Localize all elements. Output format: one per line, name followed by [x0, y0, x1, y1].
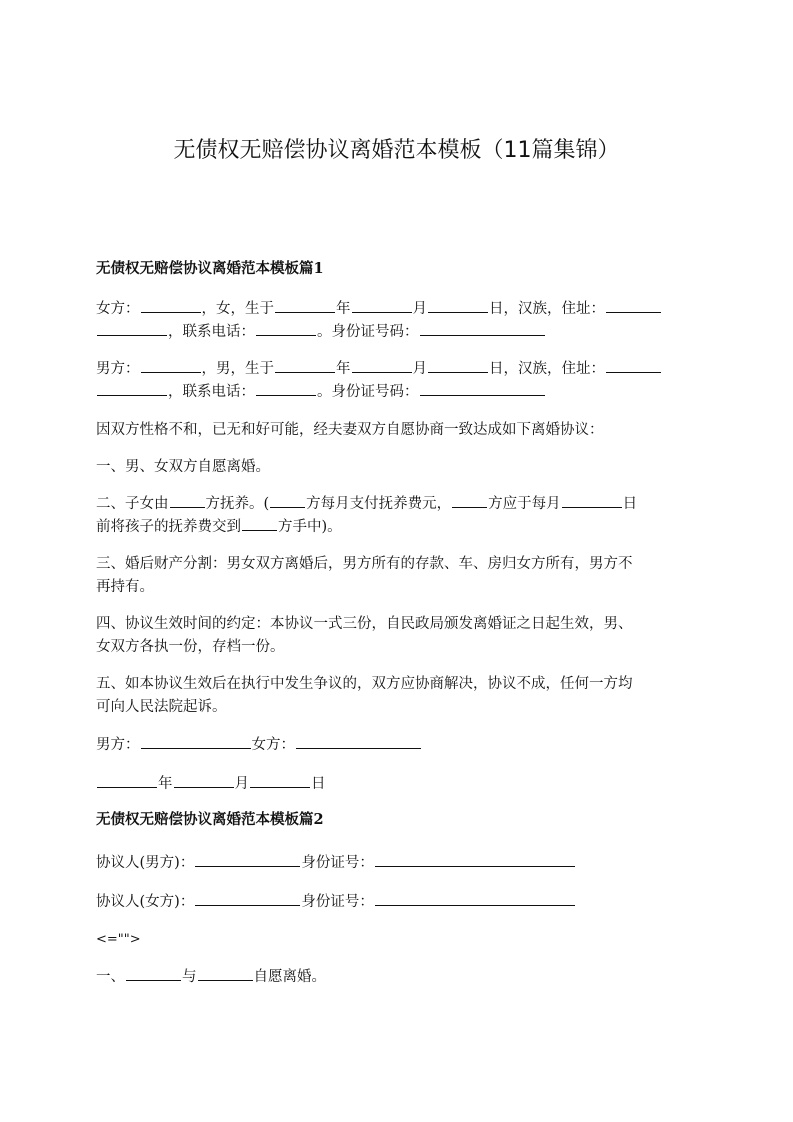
payer-party-blank — [270, 493, 305, 508]
custody-party-blank — [170, 493, 205, 508]
male-birth-year-blank — [275, 358, 335, 373]
clause-3: 三、婚后财产分割：男女双方离婚后，男方所有的存款、车、房归女方所有，男方不 再持有。 — [96, 556, 633, 595]
clause-5: 五、如本协议生效后在执行中发生争议的，双方应协商解决，协议不成，任何一方均 可向人民法院起诉。 — [96, 676, 633, 715]
party-male-name-blank — [195, 852, 300, 867]
female-birth-year-blank — [275, 298, 335, 313]
female-phone-blank — [256, 321, 316, 336]
male-phone-blank — [256, 381, 316, 396]
markup-residue: <=""> — [96, 932, 141, 947]
party-b-blank — [198, 966, 253, 981]
male-signature-blank — [141, 734, 251, 749]
section-1-heading: 无债权无赔偿协议离婚范本模板篇1 — [96, 260, 324, 277]
party-female-id-blank — [375, 891, 575, 906]
female-id-blank — [420, 321, 545, 336]
signature-date: 年 月 日 — [96, 773, 696, 796]
recipient-party-blank — [242, 516, 277, 531]
female-address-blank-2 — [97, 321, 167, 336]
party-female-name-blank — [195, 891, 300, 906]
clause-1: 一、男、女双方自愿离婚。 — [96, 459, 270, 475]
sign-day-blank — [250, 773, 310, 788]
payment-day-blank — [562, 493, 622, 508]
male-birth-day-blank — [428, 358, 488, 373]
female-birth-month-blank — [352, 298, 412, 313]
agreement-intro: 因双方性格不和，已无和好可能，经夫妻双方自愿协商一致达成如下离婚协议： — [96, 422, 604, 438]
male-id-blank — [420, 381, 545, 396]
section-2-clause-1: 一、 与 自愿离婚。 — [96, 966, 696, 989]
sign-year-blank — [97, 773, 157, 788]
clause-2: 二、子女由 方抚养。( 方每月支付抚养费元， 方应于每月 日 前将孩子的抚养费交到 方手中)。 — [96, 493, 696, 539]
male-address-blank-2 — [97, 381, 167, 396]
party-male-id-blank — [375, 852, 575, 867]
document-body — [96, 256, 696, 989]
document-title: 无债权无赔偿协议离婚范本模板（11篇集锦） — [173, 138, 620, 163]
clause-4: 四、协议生效时间的约定：本协议一式三份，自民政局颁发离婚证之日起生效，男、 女双方各执一份，存档一份。 — [96, 616, 633, 655]
party-female-line: 协议人(女方)： 身份证号： — [96, 891, 696, 914]
female-party-info: 女方： ，女，生于 年 月 日，汉族，住址： ，联系电话： 。身份证号码： — [96, 298, 696, 344]
male-birth-month-blank — [352, 358, 412, 373]
payment-party-blank — [452, 493, 487, 508]
female-address-blank — [606, 298, 661, 313]
party-male-line: 协议人(男方)： 身份证号： — [96, 852, 696, 875]
male-label: 男方： — [96, 361, 140, 377]
party-a-blank — [126, 966, 181, 981]
male-party-info: 男方： ，男，生于 年 月 日，汉族，住址： ，联系电话： 。身份证号码： — [96, 358, 696, 404]
signature-line: 男方： 女方： — [96, 734, 696, 757]
female-signature-blank — [296, 734, 421, 749]
male-name-blank — [141, 358, 201, 373]
male-address-blank — [606, 358, 661, 373]
section-2-heading: 无债权无赔偿协议离婚范本模板篇2 — [96, 811, 324, 828]
female-label: 女方： — [96, 301, 140, 317]
female-name-blank — [141, 298, 201, 313]
female-birth-day-blank — [428, 298, 488, 313]
sign-month-blank — [174, 773, 234, 788]
